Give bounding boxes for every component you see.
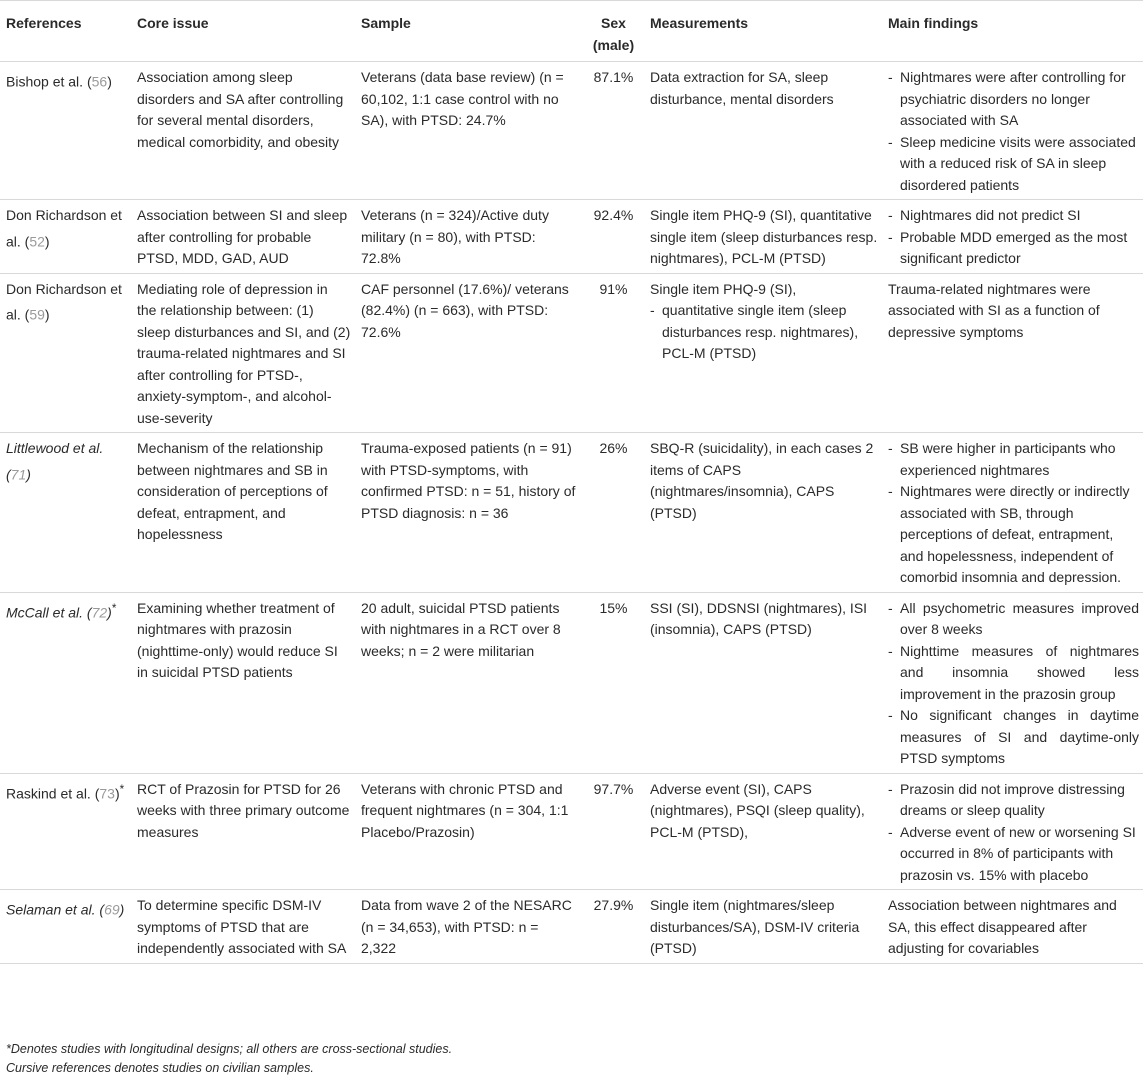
cell-main-findings [882,200,1143,274]
table-row [0,200,1143,274]
header-sex: Sex (male) [581,1,644,62]
reference-close: ) [119,901,125,918]
list-item: - Nighttime measures of nightmares and insomnia showed less improvement in the prazosin group [888,642,1139,702]
cell-main-findings [882,773,1143,890]
list-item: - All psychometric measures improved over 8 weeks [888,599,1139,637]
findings-list [888,438,1139,589]
list-item: - No significant changes in daytime measures of SI and daytime-only PTSD symptoms [888,707,1139,766]
reference-author: Littlewood et al. ( [6,440,104,483]
cell-sex-male: 87.1% [581,62,644,200]
list-item: - quantitative single item (sleep disturbances resp. nightmares), PCL-M (PTSD) [650,302,859,361]
table-row [0,592,1143,773]
header-measurements: Measurements [644,1,882,62]
footnote-cursive: Cursive references denotes studies on civilian samples. [6,1061,314,1075]
reference-number-link[interactable]: 59 [29,306,45,323]
cell-measurements: Single item (nightmares/sleep disturbances/SA), DSM-IV criteria (PTSD) [644,890,882,964]
reference-author: Bishop et al. ( [6,73,92,90]
reference-close: ) [26,466,31,483]
cell-sex-male: 26% [581,433,644,593]
cell-measurements: SSI (SI), DDSNSI (nightmares), ISI (insomnia), CAPS (PTSD) [644,592,882,773]
cell-main-findings: Association between nightmares and SA, this effect disappeared after adjusting for covariables [882,890,1143,964]
table-row [0,773,1143,890]
reference-close: ) [114,785,120,802]
table-header-row [0,1,1143,62]
measurements-list [650,300,878,365]
list-item: - Probable MDD emerged as the most significant predictor [888,228,1128,266]
cell-sample: Trauma-exposed patients (n = 91) with PTSD-symptoms, with confirmed PTSD: n = 51, history of PTSD diagnosis: n = 36 [355,433,581,593]
findings-list [888,67,1139,196]
reference-number-link[interactable]: 56 [91,73,108,90]
longitudinal-marker: * [119,782,125,796]
list-item: - Nightmares were directly or indirectly associated with SB, through perceptions of defeat, entrapment, and hopelessness, independent of comorbid insomnia and depression. [888,483,1130,585]
header-sample: Sample [355,1,581,62]
cell-sex-male: 97.7% [581,773,644,890]
cell-sample: Veterans (n = 324)/Active duty military (n = 80), with PTSD: 72.8% [355,200,581,274]
reference-author: Selaman et al. ( [6,901,105,918]
header-main-findings: Main findings [882,1,1143,62]
list-item: - Prazosin did not improve distressing dreams or sleep quality [888,780,1125,818]
reference-number-link[interactable]: 72 [91,604,108,621]
reference-close: ) [107,604,112,621]
cell-core-issue: Mediating role of depression in the relationship between: (1) sleep disturbances and SI, and (2) trauma-related nightmares and SI after controlling for PTSD-, anxiety-symptom-, and alcohol-use-severity [131,273,355,433]
cell-sex-male: 91% [581,273,644,433]
reference-number-link[interactable]: 73 [99,785,115,802]
cell-main-findings [882,433,1143,593]
cell-measurements [644,273,882,433]
cell-core-issue: RCT of Prazosin for PTSD for 26 weeks with three primary outcome measures [131,773,355,890]
longitudinal-marker: * [111,601,117,615]
cell-sample: CAF personnel (17.6%)/ veterans (82.4%) (n = 663), with PTSD: 72.6% [355,273,581,433]
reference-author: Don Richardson et al. ( [6,207,122,250]
cell-reference [0,890,131,964]
cell-measurements: Single item PHQ-9 (SI), quantitative single item (sleep disturbances resp. nightmares), PCL-M (PTSD) [644,200,882,274]
header-references: References [0,1,131,62]
header-core-issue: Core issue [131,1,355,62]
list-item: - Nightmares did not predict SI [888,207,1081,223]
table-row [0,62,1143,200]
findings-list [888,598,1139,770]
cell-reference [0,773,131,890]
reference-number-link[interactable]: 52 [29,233,45,250]
cell-core-issue: Association among sleep disorders and SA after controlling for several mental disorders, medical comorbidity, and obesity [131,62,355,200]
list-item: - Adverse event of new or worsening SI occurred in 8% of participants with prazosin vs. 15% with placebo [888,823,1136,883]
reference-number-link[interactable]: 71 [10,466,27,483]
findings-list [888,205,1139,270]
reference-close: ) [107,73,112,90]
cell-sample: Veterans with chronic PTSD and frequent nightmares (n = 304, 1:1 Placebo/Prazosin) [355,773,581,890]
cell-reference [0,433,131,593]
table-row [0,890,1143,964]
findings-list [888,779,1139,887]
footnote-longitudinal: *Denotes studies with longitudinal designs; all others are cross-sectional studies. [6,1042,453,1056]
reference-author: McCall et al. ( [6,604,92,621]
list-item: - SB were higher in participants who experienced nightmares [888,440,1116,478]
cell-core-issue: Association between SI and sleep after controlling for probable PTSD, MDD, GAD, AUD [131,200,355,274]
cell-measurements: Data extraction for SA, sleep disturbance, mental disorders [644,62,882,200]
cell-sex-male: 15% [581,592,644,773]
cell-measurements: Adverse event (SI), CAPS (nightmares), PSQI (sleep quality), PCL-M (PTSD), [644,773,882,890]
cell-measurements: SBQ-R (suicidality), in each cases 2 items of CAPS (nightmares/insomnia), CAPS (PTSD) [644,433,882,593]
table-row [0,433,1143,593]
cell-sample: Veterans (data base review) (n = 60,102, 1:1 case control with no SA), with PTSD: 24.7% [355,62,581,200]
reference-author: Raskind et al. ( [6,785,100,802]
list-item: - Sleep medicine visits were associated with a reduced risk of SA in sleep disordered patients [888,133,1136,193]
cell-sample: Data from wave 2 of the NESARC (n = 34,653), with PTSD: n = 2,322 [355,890,581,964]
cell-reference [0,592,131,773]
reference-author: Don Richardson et al. ( [6,280,122,323]
cell-reference [0,273,131,433]
cell-sex-male: 92.4% [581,200,644,274]
cell-main-findings [882,62,1143,200]
reference-close: ) [44,233,50,250]
cell-reference [0,62,131,200]
cell-core-issue: Mechanism of the relationship between nightmares and SB in consideration of perceptions of defeat, entrapment, and hopelessness [131,433,355,593]
cell-main-findings [882,592,1143,773]
reference-number-link[interactable]: 69 [104,901,120,918]
cell-main-findings: Trauma-related nightmares were associated with SI as a function of depressive symptoms [882,273,1143,433]
cell-sample: 20 adult, suicidal PTSD patients with nightmares in a RCT over 8 weeks; n = 2 were militarian [355,592,581,773]
cell-core-issue: To determine specific DSM-IV symptoms of PTSD that are independently associated with SA [131,890,355,964]
table-body [0,62,1143,964]
reference-close: ) [44,306,50,323]
cell-core-issue: Examining whether treatment of nightmares with prazosin (nighttime-only) would reduce SI in suicidal PTSD patients [131,592,355,773]
measurements-lead: Single item PHQ-9 (SI), [650,280,797,297]
list-item: - Nightmares were after controlling for psychiatric disorders no longer associated with SA [888,69,1126,128]
cell-sex-male: 27.9% [581,890,644,964]
cell-reference [0,200,131,274]
table-row [0,273,1143,433]
